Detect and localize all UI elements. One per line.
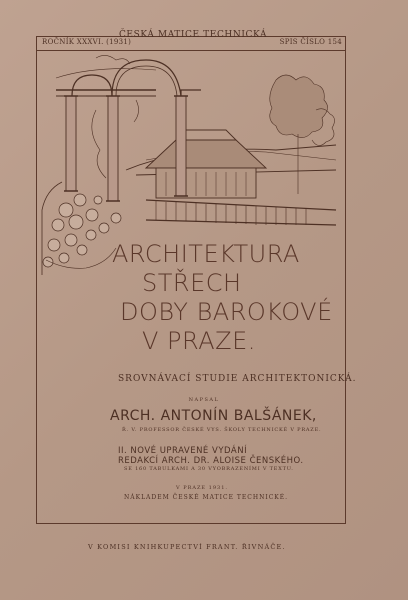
publication-place: V PRAZE 1931.: [176, 485, 228, 491]
author-name: ARCH. ANTONÍN BALŠÁNEK,: [110, 408, 317, 424]
book-title: [112, 240, 332, 356]
series-label: ČESKÁ MATICE TECHNICKÁ: [118, 30, 268, 40]
author-role: Ř. V. PROFESSOR ČESKÉ VYS. ŠKOLY TECHNICKÉ V PRAZE.: [122, 427, 322, 433]
edition-line-1: II. NOVÉ UPRAVENÉ VYDÁNÍ: [118, 446, 248, 456]
title-line-3: DOBY BAROKOVÉ: [120, 298, 333, 326]
edition-note: SE 160 TABULKAMI A 30 VYOBRAZENÍMI V TEXTU.: [124, 466, 294, 472]
book-subtitle: SROVNÁVACÍ STUDIE ARCHITEKTONICKÁ.: [118, 374, 357, 384]
title-line-2: STŘECH: [142, 269, 242, 297]
bookseller: V KOMISI KNIHKUPECTVÍ FRANT. ŘIVNÁČE.: [88, 543, 286, 551]
edition-info: [118, 446, 304, 466]
volume-label: ROČNÍK XXXVI. (1931): [42, 38, 132, 46]
publisher: NÁKLADEM ČESKÉ MATICE TECHNICKÉ.: [124, 494, 289, 501]
author-intro: NAPSAL: [188, 397, 220, 403]
title-line-4: V PRAZE.: [142, 327, 256, 355]
edition-line-2: REDAKCÍ ARCH. DR. ALOISE ČENSKÉHO.: [118, 456, 304, 466]
title-line-1: ARCHITEKTURA: [112, 240, 300, 268]
issue-number-label: SPIS ČÍSLO 154: [279, 38, 342, 46]
